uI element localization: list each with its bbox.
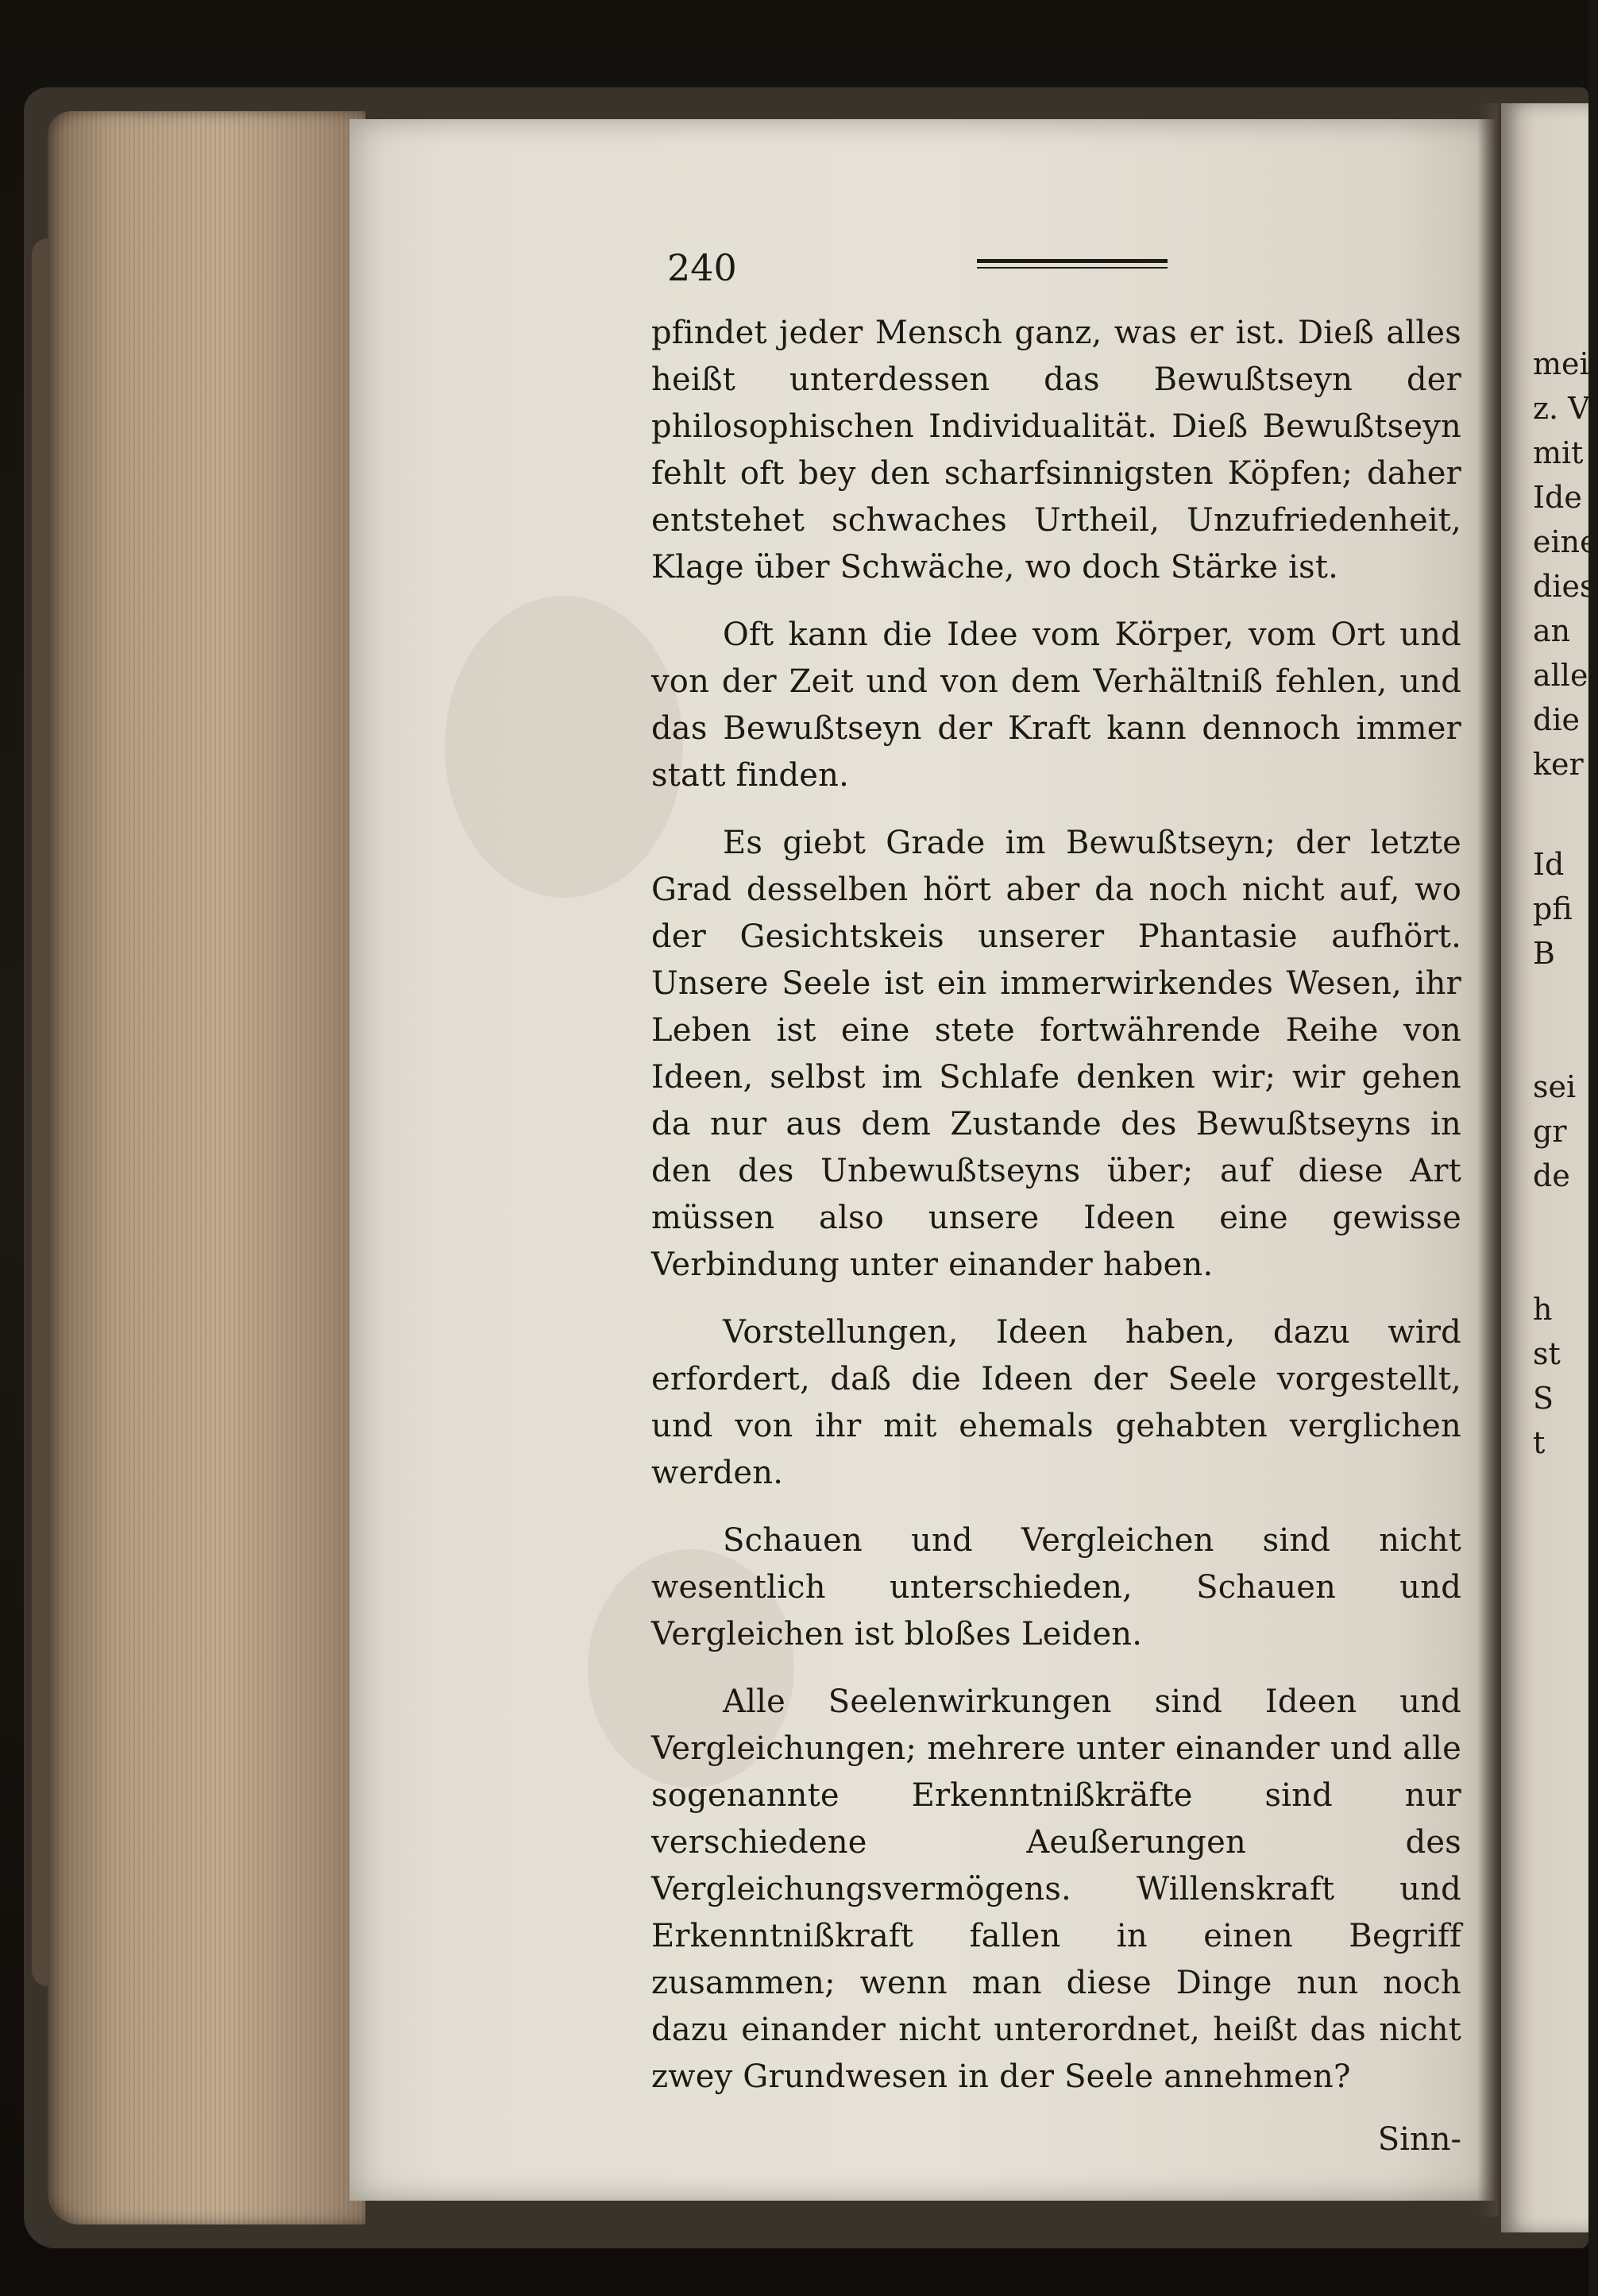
paragraph: Oft kann die Idee vom Körper, vom Ort und von der Zeit und von dem Verhältniß fehlen, und das Bewußtseyn der Kraft kann dennoch immer statt finden. [651, 617, 1461, 794]
page-number: 240 [667, 246, 737, 289]
facing-line: eine [1533, 524, 1598, 559]
paragraph: pfindet jeder Mensch ganz, was er ist. Dieß alles heißt unterdessen das Bewußtseyn der philosophischen Individualität. Dieß Bewußtseyn fehlt oft bey den scharfsinnigsten Köpfen; daher entstehet schwaches Urtheil, Unzufriedenheit, Klage über Schwäche, wo doch Stärke ist. [651, 315, 1461, 586]
catchword: Sinn- [1377, 2121, 1461, 2158]
facing-line: die [1533, 702, 1580, 737]
facing-line: sei [1533, 1069, 1577, 1104]
facing-line: B [1533, 936, 1555, 971]
facing-line: mit [1533, 435, 1584, 470]
facing-page-text-2 [1533, 842, 1588, 976]
page-header [651, 246, 1461, 310]
facing-line: h [1533, 1292, 1553, 1327]
facing-page-text-3 [1533, 1065, 1588, 1198]
facing-page-text-4 [1533, 1287, 1588, 1465]
facing-line: gr [1533, 1114, 1567, 1149]
facing-page-text-1 [1533, 342, 1598, 787]
facing-line: dies [1533, 569, 1596, 604]
facing-line: st [1533, 1336, 1561, 1371]
facing-line: pfi [1533, 891, 1573, 926]
paragraph: Vorstellungen, Ideen haben, dazu wird erfordert, daß die Ideen der Seele vorgestellt, und von ihr mit ehemals gehabten verglichen werden. [651, 1314, 1461, 1491]
facing-line: t [1533, 1425, 1546, 1460]
header-rule [977, 259, 1168, 269]
facing-line: S [1533, 1381, 1554, 1416]
paragraph: Es giebt Grade im Bewußtseyn; der letzte Grad desselben hört aber da noch nicht auf, wo der Gesichtskeis unserer Phantasie aufhört. Unsere Seele ist ein immerwirkendes Wesen, ihr Leben ist eine stete fortwährende Reihe von Ideen, selbst im Schlafe denken wir; wir gehen da nur aus dem Zustande des Bewußtseyns in den des Unbewußtseyns über; auf diese Art müssen also unsere Ideen eine gewisse Verbindung unter einander haben. [651, 825, 1461, 1283]
page-text-block [651, 246, 1461, 2158]
facing-line: de [1533, 1158, 1570, 1193]
facing-line: Id [1533, 847, 1565, 882]
paper-stain [445, 596, 683, 898]
facing-line: ker [1533, 747, 1584, 782]
facing-line: mei [1533, 346, 1589, 381]
facing-line: z. V [1533, 391, 1590, 426]
paragraph: Schauen und Vergleichen sind nicht wesentlich unterschieden, Schauen und Vergleichen ist bloßes Leiden. [651, 1522, 1461, 1652]
facing-line: an [1533, 613, 1571, 648]
facing-line: Ide [1533, 480, 1582, 515]
page-block-edge [48, 111, 365, 2224]
paragraph: Alle Seelenwirkungen sind Ideen und Vergleichungen; mehrere unter einander und alle sogenannte Erkenntnißkräfte sind nur verschiedene Aeußerungen des Vergleichungsvermögens. Willenskraft und Erkenntnißkraft fallen in einen Begriff zusammen; wenn man diese Dinge nun noch dazu einander nicht unterordnet, heißt das nicht zwey Grundwesen in der Seele annehmen? [651, 1683, 1461, 2095]
facing-line: alle [1533, 658, 1588, 693]
